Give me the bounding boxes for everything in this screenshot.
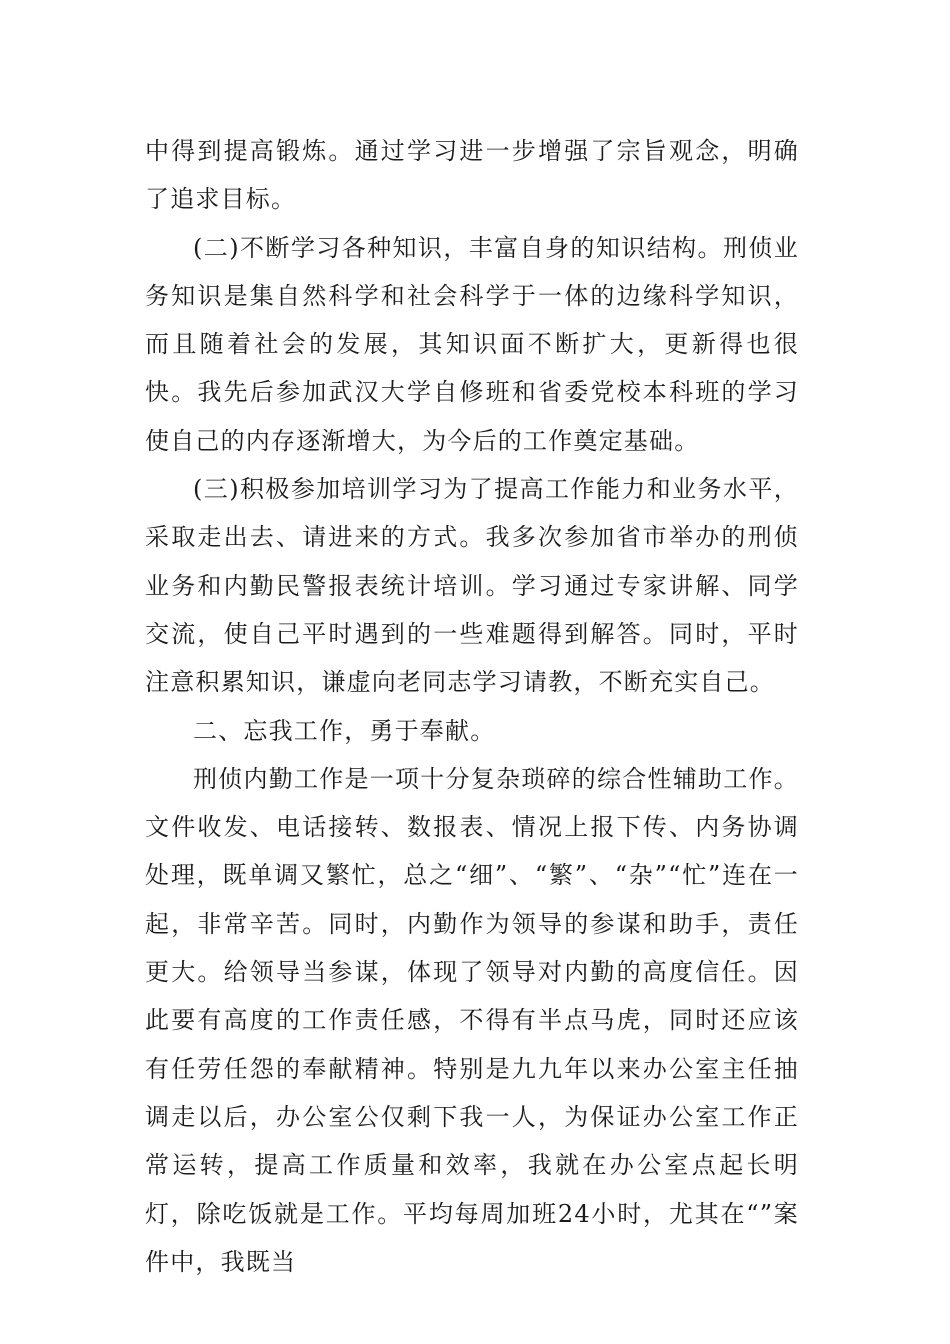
document-body	[145, 127, 799, 1286]
section-heading-dedication: 二、忘我工作，勇于奉献。	[193, 716, 496, 745]
paragraph-internal-work: 刑侦内勤工作是一项十分复杂琐碎的综合性辅助工作。文件收发、电话接转、数报表、情况上报下传、内务协调处理，既单调又繁忙，总之“细”、“繁”、“杂”“忙”连在一起，非常辛苦。同时，内勤作为领导的参谋和助手，责任更大。给领导当参谋，体现了领导对内勤的高度信任。因此要有高度的工作责任感，不得有半点马虎，同时还应该有任劳任怨的奉献精神。特别是九九年以来办公室主任抽调走以后，办公室公仅剩下我一人，为保证办公室工作正常运转，提高工作质量和效率，我就在办公室点起长明灯，除吃饭就是工作。平均每周加班24小时，尤其在“”案件中，我既当	[145, 764, 799, 1276]
paragraph-knowledge-study: (二)不断学习各种知识，丰富自身的知识结构。刑侦业务知识是集自然科学和社会科学于一体的边缘科学知识，而且随着社会的发展，其知识面不断扩大，更新得也很快。我先后参加武汉大学自修班和省委党校本科班的学习使自己的内存逐渐增大，为今后的工作奠定基础。	[145, 233, 799, 455]
paragraph-training: (三)积极参加培训学习为了提高工作能力和业务水平，采取走出去、请进来的方式。我多次参加省市举办的刑侦业务和内勤民警报表统计培训。学习通过专家讲解、同学交流，使自己平时遇到的一些难题得到解答。同时，平时注意积累知识，谦虚向老同志学习请教，不断充实自己。	[145, 475, 799, 697]
paragraph-continuation: 中得到提高锻炼。通过学习进一步增强了宗旨观念，明确了追求目标。	[145, 137, 799, 214]
